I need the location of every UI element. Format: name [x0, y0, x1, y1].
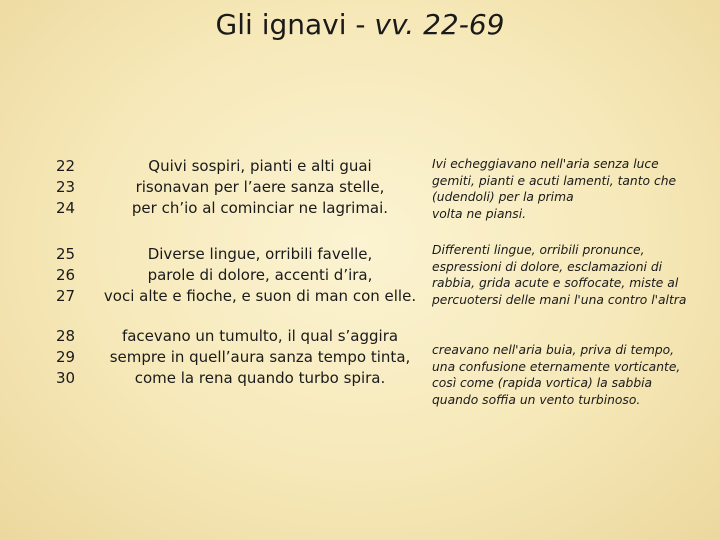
verse-numbers — [56, 156, 96, 219]
verse-line: sempre in quell’aura sanza tempo tinta, — [109, 348, 411, 366]
paraphrase-line: (udendoli) per la prima — [432, 190, 574, 204]
paraphrase — [432, 242, 700, 308]
paraphrase-line: rabbia, grida acute e soffocate, miste al — [432, 276, 679, 290]
verse-text — [100, 326, 420, 389]
verse-number: 24 — [56, 199, 76, 217]
verse-line: Diverse lingue, orribili favelle, — [147, 245, 373, 263]
paraphrase-line: Differenti lingue, orribili pronunce, — [432, 243, 645, 257]
verse-numbers — [56, 326, 96, 389]
verse-line: risonavan per l’aere sanza stelle, — [135, 178, 385, 196]
verse-line: Quivi sospiri, pianti e alti guai — [148, 157, 372, 175]
verse-line: voci alte e fioche, e suon di man con elle. — [103, 287, 417, 305]
title-verses: vv. 22-69 — [374, 8, 505, 41]
verse-number: 22 — [56, 157, 76, 175]
paraphrase-line: Ivi echeggiavano nell'aria senza luce — [432, 157, 659, 171]
paraphrase — [432, 342, 700, 408]
verse-text — [100, 244, 420, 307]
title-main: Gli ignavi - — [215, 8, 375, 41]
paraphrase-line: quando soffia un vento turbinoso. — [432, 392, 641, 407]
verse-line: facevano un tumulto, il qual s’aggira — [121, 327, 399, 345]
paraphrase-line: gemiti, pianti e acuti lamenti, tanto che — [432, 173, 677, 188]
paraphrase-line: creavano nell'aria buia, priva di tempo, — [432, 343, 675, 357]
verse-line: per ch’io al cominciar ne lagrimai. — [131, 199, 389, 217]
verse-text — [100, 156, 420, 219]
verse-number: 25 — [56, 245, 76, 263]
verse-number: 29 — [56, 348, 76, 366]
verse-number: 28 — [56, 327, 76, 345]
paraphrase — [432, 156, 700, 222]
verse-number: 23 — [56, 178, 76, 196]
paraphrase-line: espressioni di dolore, esclamazioni di — [432, 259, 663, 274]
slide-title — [0, 8, 720, 41]
verse-line: parole di dolore, accenti d’ira, — [147, 266, 373, 284]
verse-numbers — [56, 244, 96, 307]
paraphrase-line: così come (rapida vortica) la sabbia — [432, 376, 653, 390]
verse-number: 27 — [56, 287, 76, 305]
paraphrase-line: percuotersi delle mani l'una contro l'altra — [432, 292, 687, 307]
verse-line: come la rena quando turbo spira. — [134, 369, 386, 387]
verse-number: 30 — [56, 369, 76, 387]
paraphrase-line: una confusione eternamente vorticante, — [432, 359, 681, 374]
paraphrase-line: volta ne piansi. — [432, 206, 527, 221]
verse-number: 26 — [56, 266, 76, 284]
